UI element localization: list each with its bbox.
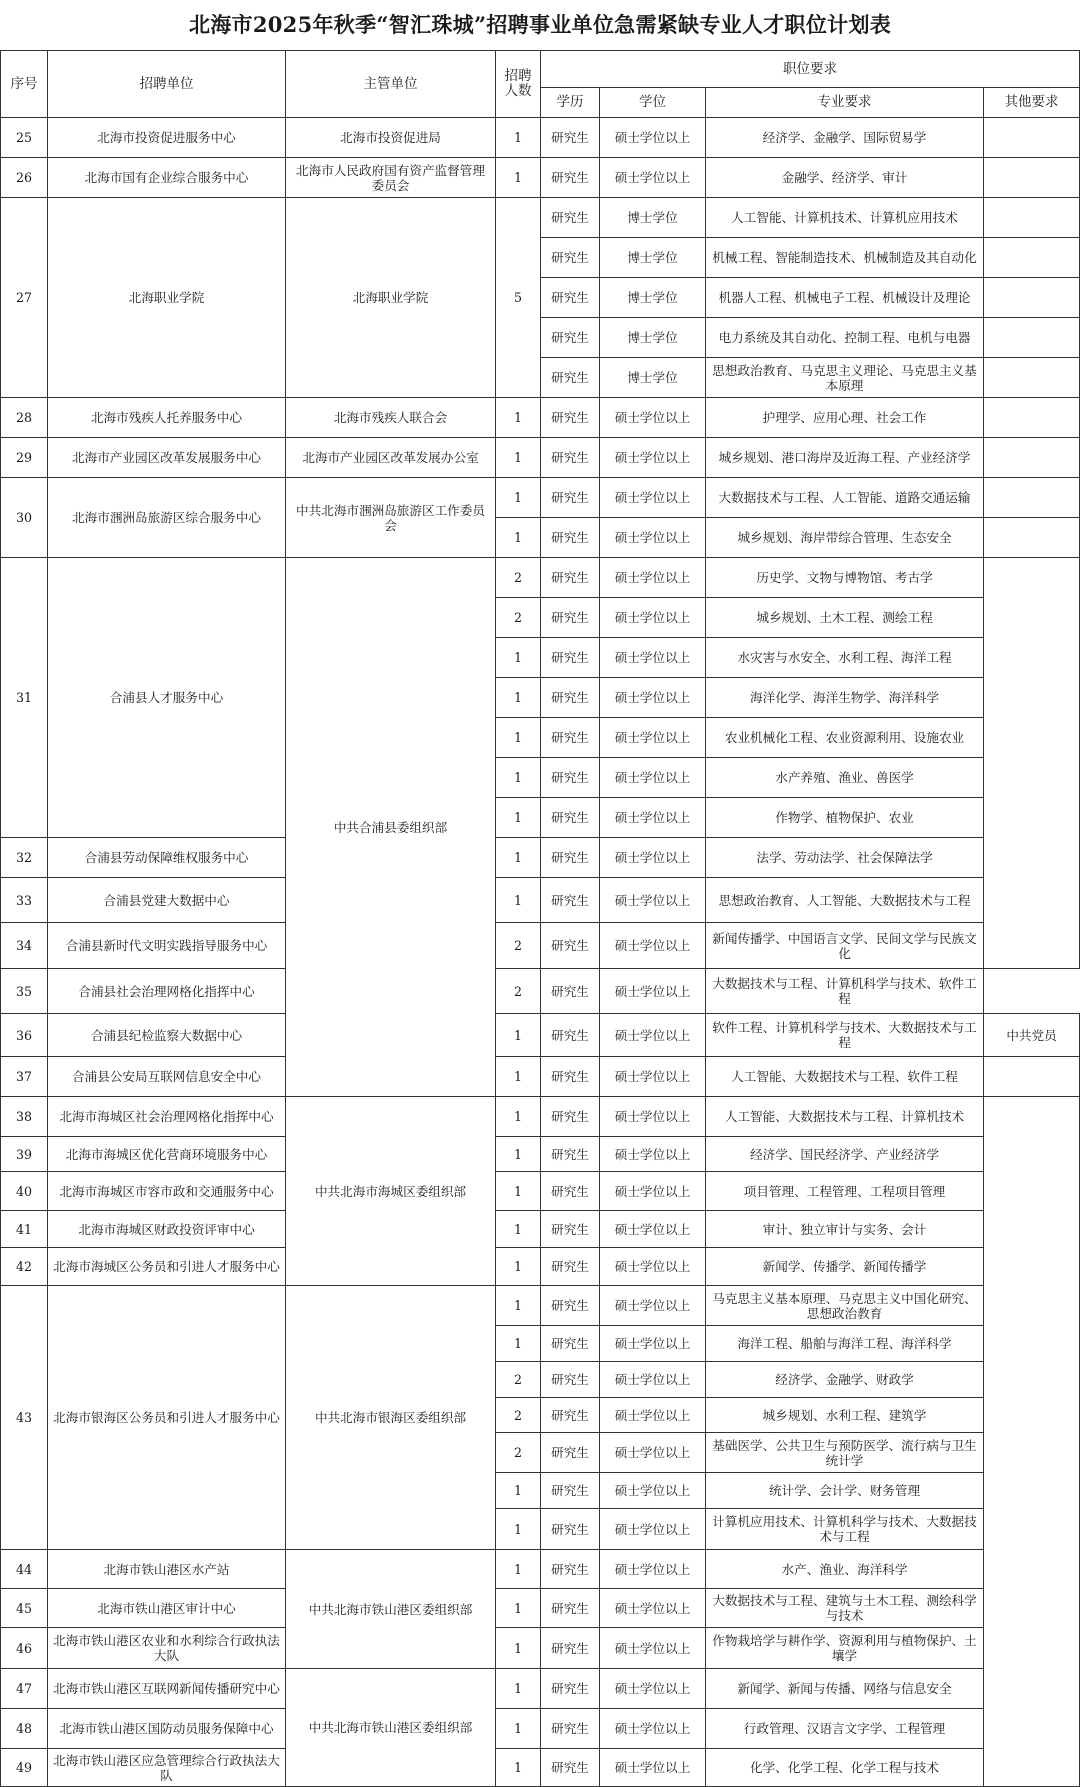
unit-cell: 北海市铁山港区国防动员服务保障中心 (48, 1709, 286, 1749)
edu-cell: 研究生 (541, 718, 600, 758)
num-cell: 2 (496, 923, 541, 969)
dept-cell: 中共北海市涠洲岛旅游区工作委员会 (286, 478, 496, 558)
num-cell: 1 (496, 438, 541, 478)
major-cell: 大数据技术与工程、计算机科学与技术、软件工程 (706, 969, 984, 1014)
unit-cell: 北海市残疾人托养服务中心 (48, 398, 286, 438)
num-cell: 1 (496, 1326, 541, 1362)
edu-cell: 研究生 (541, 1473, 600, 1509)
major-cell: 法学、劳动法学、社会保障法学 (706, 838, 984, 878)
edu-cell: 研究生 (541, 1014, 600, 1057)
num-cell: 1 (496, 1248, 541, 1286)
seq-cell: 47 (1, 1669, 48, 1709)
edu-cell: 研究生 (541, 638, 600, 678)
major-cell: 新闻学、传播学、新闻传播学 (706, 1248, 984, 1286)
num-cell: 1 (496, 1749, 541, 1787)
page-title: 北海市2025年秋季“智汇珠城”招聘事业单位急需紧缺专业人才职位计划表 (188, 12, 892, 37)
edu-cell: 研究生 (541, 1172, 600, 1211)
dept-cell: 中共北海市铁山港区委组织部 (286, 1550, 496, 1669)
unit-cell: 北海市海城区市容市政和交通服务中心 (48, 1172, 286, 1211)
unit-cell: 合浦县新时代文明实践指导服务中心 (48, 923, 286, 969)
header-req: 职位要求 (541, 51, 1080, 88)
table-row (1, 1628, 1080, 1669)
other-cell (984, 278, 1080, 318)
degree-cell: 博士学位 (600, 238, 706, 278)
seq-cell: 41 (1, 1211, 48, 1248)
edu-cell: 研究生 (541, 1248, 600, 1286)
dept-cell: 北海市产业园区改革发展办公室 (286, 438, 496, 478)
num-cell: 1 (496, 1097, 541, 1137)
seq-cell: 35 (1, 969, 48, 1014)
major-cell: 城乡规划、海岸带综合管理、生态安全 (706, 518, 984, 558)
major-cell: 经济学、金融学、财政学 (706, 1362, 984, 1398)
table-row (1, 1550, 1080, 1589)
unit-cell: 北海市铁山港区水产站 (48, 1550, 286, 1589)
num-cell: 1 (496, 1286, 541, 1326)
seq-cell: 39 (1, 1137, 48, 1172)
seq-cell: 34 (1, 923, 48, 969)
major-cell: 水产养殖、渔业、兽医学 (706, 758, 984, 798)
edu-cell: 研究生 (541, 1398, 600, 1433)
edu-cell: 研究生 (541, 1509, 600, 1550)
degree-cell: 硕士学位以上 (600, 838, 706, 878)
num-cell: 1 (496, 398, 541, 438)
seq-cell: 49 (1, 1749, 48, 1787)
degree-cell: 硕士学位以上 (600, 1362, 706, 1398)
edu-cell: 研究生 (541, 198, 600, 238)
degree-cell: 硕士学位以上 (600, 398, 706, 438)
table-row (1, 838, 1080, 878)
num-cell: 1 (496, 158, 541, 198)
major-cell: 水产、渔业、海洋科学 (706, 1550, 984, 1589)
table-row (1, 198, 1080, 238)
other-cell (984, 118, 1080, 158)
edu-cell: 研究生 (541, 238, 600, 278)
num-cell: 1 (496, 838, 541, 878)
major-cell: 软件工程、计算机科学与技术、大数据技术与工程 (706, 1014, 984, 1057)
num-cell: 1 (496, 678, 541, 718)
seq-cell: 32 (1, 838, 48, 878)
header-major: 专业要求 (706, 88, 984, 118)
edu-cell: 研究生 (541, 478, 600, 518)
degree-cell: 硕士学位以上 (600, 1211, 706, 1248)
major-cell: 海洋化学、海洋生物学、海洋科学 (706, 678, 984, 718)
table-row (1, 1286, 1080, 1326)
edu-cell: 研究生 (541, 1669, 600, 1709)
edu-cell: 研究生 (541, 558, 600, 598)
num-cell: 2 (496, 1398, 541, 1433)
edu-cell: 研究生 (541, 518, 600, 558)
edu-cell: 研究生 (541, 1097, 600, 1137)
seq-cell: 25 (1, 118, 48, 158)
num-cell: 2 (496, 1433, 541, 1473)
seq-cell: 48 (1, 1709, 48, 1749)
num-cell: 5 (496, 198, 541, 398)
degree-cell: 硕士学位以上 (600, 158, 706, 198)
num-cell: 1 (496, 1628, 541, 1669)
unit-cell: 北海市铁山港区互联网新闻传播研究中心 (48, 1669, 286, 1709)
edu-cell: 研究生 (541, 923, 600, 969)
seq-cell: 36 (1, 1014, 48, 1057)
other-cell (984, 438, 1080, 478)
header-unit: 招聘单位 (48, 51, 286, 118)
seq-cell: 33 (1, 878, 48, 923)
degree-cell: 硕士学位以上 (600, 1550, 706, 1589)
degree-cell: 硕士学位以上 (600, 1589, 706, 1628)
edu-cell: 研究生 (541, 1628, 600, 1669)
dept-cell: 北海市投资促进局 (286, 118, 496, 158)
seq-cell: 40 (1, 1172, 48, 1211)
unit-cell: 北海职业学院 (48, 198, 286, 398)
other-cell (984, 198, 1080, 238)
major-cell: 城乡规划、港口海岸及近海工程、产业经济学 (706, 438, 984, 478)
seq-cell: 28 (1, 398, 48, 438)
major-cell: 城乡规划、土木工程、测绘工程 (706, 598, 984, 638)
header-edu: 学历 (541, 88, 600, 118)
degree-cell: 硕士学位以上 (600, 518, 706, 558)
other-cell (984, 358, 1080, 398)
unit-cell: 北海市涠洲岛旅游区综合服务中心 (48, 478, 286, 558)
unit-cell: 合浦县劳动保障维权服务中心 (48, 838, 286, 878)
degree-cell: 博士学位 (600, 358, 706, 398)
unit-cell: 北海市海城区公务员和引进人才服务中心 (48, 1248, 286, 1286)
unit-cell: 合浦县公安局互联网信息安全中心 (48, 1057, 286, 1097)
num-cell: 1 (496, 1473, 541, 1509)
major-cell: 电力系统及其自动化、控制工程、电机与电器 (706, 318, 984, 358)
num-cell: 1 (496, 1137, 541, 1172)
num-cell: 2 (496, 598, 541, 638)
table-row (1, 1137, 1080, 1172)
num-cell: 1 (496, 1589, 541, 1628)
unit-cell: 北海市海城区社会治理网格化指挥中心 (48, 1097, 286, 1137)
seq-cell: 29 (1, 438, 48, 478)
edu-cell: 研究生 (541, 1589, 600, 1628)
unit-cell: 合浦县人才服务中心 (48, 558, 286, 838)
edu-cell: 研究生 (541, 798, 600, 838)
seq-cell: 26 (1, 158, 48, 198)
edu-cell: 研究生 (541, 969, 600, 1014)
num-cell: 1 (496, 1550, 541, 1589)
table-row (1, 1589, 1080, 1628)
unit-cell: 北海市银海区公务员和引进人才服务中心 (48, 1286, 286, 1550)
unit-cell: 合浦县纪检监察大数据中心 (48, 1014, 286, 1057)
num-cell: 1 (496, 1172, 541, 1211)
edu-cell: 研究生 (541, 1326, 600, 1362)
degree-cell: 硕士学位以上 (600, 1509, 706, 1550)
dept-cell: 北海市人民政府国有资产监督管理委员会 (286, 158, 496, 198)
major-cell: 机器人工程、机械电子工程、机械设计及理论 (706, 278, 984, 318)
unit-cell: 北海市铁山港区农业和水利综合行政执法大队 (48, 1628, 286, 1669)
edu-cell: 研究生 (541, 878, 600, 923)
unit-cell: 北海市国有企业综合服务中心 (48, 158, 286, 198)
unit-cell: 北海市海城区优化营商环境服务中心 (48, 1137, 286, 1172)
edu-cell: 研究生 (541, 118, 600, 158)
degree-cell: 硕士学位以上 (600, 798, 706, 838)
dept-cell: 中共合浦县委组织部 (286, 558, 496, 1097)
edu-cell: 研究生 (541, 1362, 600, 1398)
major-cell: 新闻传播学、中国语言文学、民间文学与民族文化 (706, 923, 984, 969)
other-cell (984, 318, 1080, 358)
degree-cell: 硕士学位以上 (600, 1172, 706, 1211)
seq-cell: 43 (1, 1286, 48, 1550)
degree-cell: 硕士学位以上 (600, 878, 706, 923)
degree-cell: 博士学位 (600, 318, 706, 358)
major-cell: 人工智能、大数据技术与工程、计算机技术 (706, 1097, 984, 1137)
other-cell (984, 1097, 1080, 1787)
major-cell: 护理学、应用心理、社会工作 (706, 398, 984, 438)
edu-cell: 研究生 (541, 158, 600, 198)
num-cell: 1 (496, 1211, 541, 1248)
edu-cell: 研究生 (541, 398, 600, 438)
other-cell (984, 558, 1080, 969)
num-cell: 1 (496, 518, 541, 558)
table-row (1, 1749, 1080, 1787)
degree-cell: 硕士学位以上 (600, 923, 706, 969)
major-cell: 大数据技术与工程、人工智能、道路交通运输 (706, 478, 984, 518)
major-cell: 城乡规划、水利工程、建筑学 (706, 1398, 984, 1433)
major-cell: 计算机应用技术、计算机科学与技术、大数据技术与工程 (706, 1509, 984, 1550)
edu-cell: 研究生 (541, 758, 600, 798)
unit-cell: 北海市海城区财政投资评审中心 (48, 1211, 286, 1248)
degree-cell: 硕士学位以上 (600, 638, 706, 678)
other-cell (984, 398, 1080, 438)
table-row (1, 878, 1080, 923)
seq-cell: 37 (1, 1057, 48, 1097)
header-degree: 学位 (600, 88, 706, 118)
header-other: 其他要求 (984, 88, 1080, 118)
major-cell: 机械工程、智能制造技术、机械制造及其自动化 (706, 238, 984, 278)
degree-cell: 硕士学位以上 (600, 1669, 706, 1709)
seq-cell: 31 (1, 558, 48, 838)
num-cell: 1 (496, 638, 541, 678)
edu-cell: 研究生 (541, 1550, 600, 1589)
major-cell: 经济学、金融学、国际贸易学 (706, 118, 984, 158)
header-seq: 序号 (1, 51, 48, 118)
num-cell: 1 (496, 1709, 541, 1749)
edu-cell: 研究生 (541, 318, 600, 358)
seq-cell: 42 (1, 1248, 48, 1286)
major-cell: 化学、化学工程、化学工程与技术 (706, 1749, 984, 1787)
degree-cell: 硕士学位以上 (600, 678, 706, 718)
major-cell: 人工智能、大数据技术与工程、软件工程 (706, 1057, 984, 1097)
degree-cell: 硕士学位以上 (600, 1286, 706, 1326)
dept-cell: 中共北海市银海区委组织部 (286, 1286, 496, 1550)
edu-cell: 研究生 (541, 438, 600, 478)
table-row (1, 1248, 1080, 1286)
degree-cell: 硕士学位以上 (600, 1097, 706, 1137)
header-num: 招聘人数 (496, 51, 541, 118)
degree-cell: 硕士学位以上 (600, 718, 706, 758)
edu-cell: 研究生 (541, 1057, 600, 1097)
major-cell: 审计、独立审计与实务、会计 (706, 1211, 984, 1248)
major-cell: 马克思主义基本原理、马克思主义中国化研究、思想政治教育 (706, 1286, 984, 1326)
seq-cell: 44 (1, 1550, 48, 1589)
edu-cell: 研究生 (541, 678, 600, 718)
num-cell: 1 (496, 878, 541, 923)
seq-cell: 38 (1, 1097, 48, 1137)
num-cell: 1 (496, 1057, 541, 1097)
num-cell: 1 (496, 478, 541, 518)
num-cell: 2 (496, 1362, 541, 1398)
degree-cell: 硕士学位以上 (600, 478, 706, 518)
dept-cell: 北海职业学院 (286, 198, 496, 398)
edu-cell: 研究生 (541, 838, 600, 878)
num-cell: 1 (496, 1509, 541, 1550)
major-cell: 项目管理、工程管理、工程项目管理 (706, 1172, 984, 1211)
num-cell: 1 (496, 118, 541, 158)
table-row (1, 398, 1080, 438)
table-row (1, 558, 1080, 598)
edu-cell: 研究生 (541, 1286, 600, 1326)
degree-cell: 硕士学位以上 (600, 1473, 706, 1509)
unit-cell: 北海市投资促进服务中心 (48, 118, 286, 158)
unit-cell: 北海市铁山港区应急管理综合行政执法大队 (48, 1749, 286, 1787)
table-row (1, 158, 1080, 198)
degree-cell: 硕士学位以上 (600, 1014, 706, 1057)
degree-cell: 硕士学位以上 (600, 1398, 706, 1433)
recruitment-table (0, 50, 1080, 1787)
edu-cell: 研究生 (541, 278, 600, 318)
unit-cell: 合浦县党建大数据中心 (48, 878, 286, 923)
dept-cell: 北海市残疾人联合会 (286, 398, 496, 438)
major-cell: 基础医学、公共卫生与预防医学、流行病与卫生统计学 (706, 1433, 984, 1473)
degree-cell: 硕士学位以上 (600, 438, 706, 478)
edu-cell: 研究生 (541, 1749, 600, 1787)
major-cell: 农业机械化工程、农业资源利用、设施农业 (706, 718, 984, 758)
degree-cell: 博士学位 (600, 278, 706, 318)
major-cell: 人工智能、计算机技术、计算机应用技术 (706, 198, 984, 238)
other-cell (984, 1057, 1080, 1097)
major-cell: 作物栽培学与耕作学、资源利用与植物保护、土壤学 (706, 1628, 984, 1669)
edu-cell: 研究生 (541, 598, 600, 638)
num-cell: 1 (496, 1669, 541, 1709)
table-row (1, 1709, 1080, 1749)
unit-cell: 北海市铁山港区审计中心 (48, 1589, 286, 1628)
seq-cell: 46 (1, 1628, 48, 1669)
degree-cell: 硕士学位以上 (600, 118, 706, 158)
table-row (1, 1172, 1080, 1211)
degree-cell: 硕士学位以上 (600, 1137, 706, 1172)
seq-cell: 30 (1, 478, 48, 558)
table-row (1, 969, 1080, 1014)
other-cell (984, 158, 1080, 198)
major-cell: 水灾害与水安全、水利工程、海洋工程 (706, 638, 984, 678)
major-cell: 金融学、经济学、审计 (706, 158, 984, 198)
table-row (1, 118, 1080, 158)
table-row (1, 1057, 1080, 1097)
table-row (1, 923, 1080, 969)
major-cell: 思想政治教育、马克思主义理论、马克思主义基本原理 (706, 358, 984, 398)
unit-cell: 合浦县社会治理网格化指挥中心 (48, 969, 286, 1014)
edu-cell: 研究生 (541, 1137, 600, 1172)
degree-cell: 博士学位 (600, 198, 706, 238)
degree-cell: 硕士学位以上 (600, 558, 706, 598)
num-cell: 2 (496, 969, 541, 1014)
table-row (1, 1014, 1080, 1057)
num-cell: 1 (496, 1014, 541, 1057)
table-row (1, 1669, 1080, 1709)
major-cell: 海洋工程、船舶与海洋工程、海洋科学 (706, 1326, 984, 1362)
num-cell: 2 (496, 558, 541, 598)
seq-cell: 27 (1, 198, 48, 398)
edu-cell: 研究生 (541, 358, 600, 398)
degree-cell: 硕士学位以上 (600, 969, 706, 1014)
unit-cell: 北海市产业园区改革发展服务中心 (48, 438, 286, 478)
degree-cell: 硕士学位以上 (600, 1248, 706, 1286)
major-cell: 作物学、植物保护、农业 (706, 798, 984, 838)
table-row (1, 1211, 1080, 1248)
table-row (1, 438, 1080, 478)
degree-cell: 硕士学位以上 (600, 1057, 706, 1097)
other-cell: 中共党员 (984, 1014, 1080, 1057)
degree-cell: 硕士学位以上 (600, 1326, 706, 1362)
major-cell: 大数据技术与工程、建筑与土木工程、测绘科学与技术 (706, 1589, 984, 1628)
degree-cell: 硕士学位以上 (600, 1628, 706, 1669)
header-dept: 主管单位 (286, 51, 496, 118)
table-row (1, 1097, 1080, 1137)
degree-cell: 硕士学位以上 (600, 1749, 706, 1787)
edu-cell: 研究生 (541, 1433, 600, 1473)
degree-cell: 硕士学位以上 (600, 1709, 706, 1749)
major-cell: 思想政治教育、人工智能、大数据技术与工程 (706, 878, 984, 923)
seq-cell: 45 (1, 1589, 48, 1628)
major-cell: 统计学、会计学、财务管理 (706, 1473, 984, 1509)
major-cell: 新闻学、新闻与传播、网络与信息安全 (706, 1669, 984, 1709)
edu-cell: 研究生 (541, 1709, 600, 1749)
major-cell: 经济学、国民经济学、产业经济学 (706, 1137, 984, 1172)
major-cell: 行政管理、汉语言文字学、工程管理 (706, 1709, 984, 1749)
major-cell: 历史学、文物与博物馆、考古学 (706, 558, 984, 598)
dept-cell: 中共北海市海城区委组织部 (286, 1097, 496, 1286)
degree-cell: 硕士学位以上 (600, 598, 706, 638)
other-cell (984, 238, 1080, 278)
edu-cell: 研究生 (541, 1211, 600, 1248)
num-cell: 1 (496, 718, 541, 758)
num-cell: 1 (496, 798, 541, 838)
num-cell: 1 (496, 758, 541, 798)
degree-cell: 硕士学位以上 (600, 1433, 706, 1473)
table-row (1, 478, 1080, 518)
dept-cell: 中共北海市铁山港区委组织部 (286, 1669, 496, 1787)
degree-cell: 硕士学位以上 (600, 758, 706, 798)
other-cell (984, 478, 1080, 518)
other-cell (984, 518, 1080, 558)
